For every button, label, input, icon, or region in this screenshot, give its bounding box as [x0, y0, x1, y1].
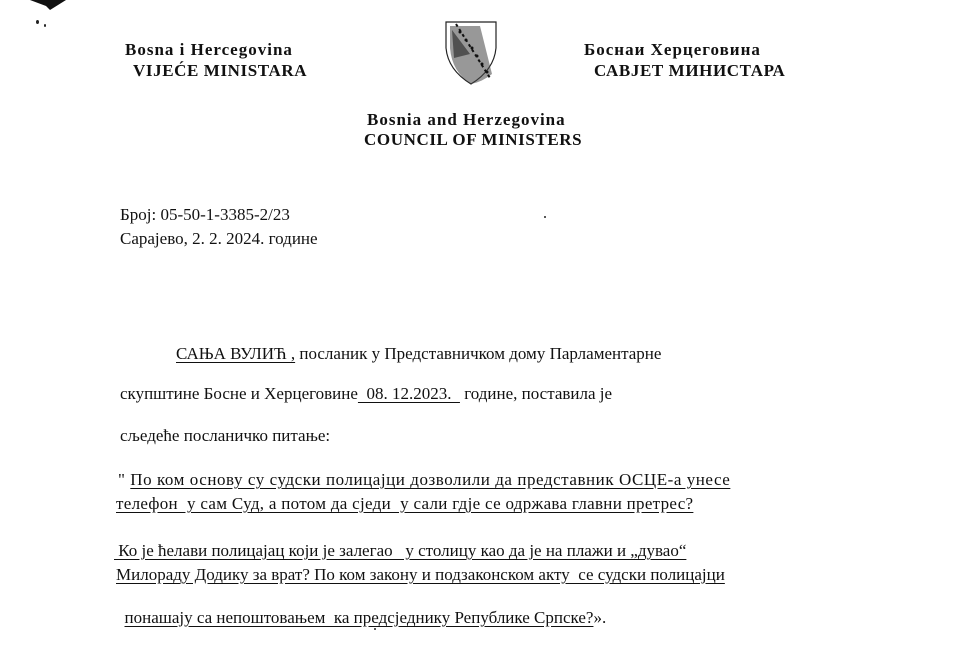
- body-line-1-rest: посланик у Представничком дому Парламентарне: [295, 344, 662, 363]
- question-2-line-2: Милораду Додику за врат? По ком закону и подзаконском акту се судски полицајци: [116, 565, 725, 584]
- reference-number: Број: 05-50-1-3385-2/23: [120, 205, 290, 224]
- body-line-1: [176, 344, 661, 364]
- body-line-2-start: скупштине Босне и Херцеговине: [120, 384, 358, 403]
- question-date: 08. 12.2023.: [357, 384, 460, 403]
- question-1-line-2: телефон у сам Суд, а потом да сједи у сали гдје се одржава главни претрес?: [116, 494, 694, 513]
- reference-place-date: Сарајево, 2. 2. 2024. године: [120, 229, 318, 248]
- question-2-line-3: [116, 588, 606, 628]
- question-1-line-1: [118, 470, 730, 490]
- scan-speck: [544, 216, 546, 218]
- header-right-line2: САВЈЕТ МИНИСТАРА: [594, 61, 786, 80]
- header-left-line1: Bosna i Hercegovina: [125, 40, 293, 59]
- corner-mark: [28, 0, 68, 18]
- quote-close: ».: [593, 608, 607, 627]
- header-center-line2: COUNCIL OF MINISTERS: [364, 130, 583, 149]
- scan-speck: [374, 628, 376, 630]
- scan-speck: [36, 20, 39, 24]
- coat-of-arms-icon: [440, 18, 502, 88]
- header-right-line1: Боснаи Херцеговина: [584, 40, 761, 59]
- quote-open: ": [118, 470, 131, 489]
- question-2-text-c: понашају са непоштовањем ка предсједнику Републике Српске?: [124, 608, 594, 627]
- header-center-line1: Bosnia and Herzegovina: [367, 110, 566, 129]
- body-line-2: [120, 384, 612, 404]
- body-line-2-end: године, поставила је: [459, 384, 613, 403]
- scan-speck: [44, 24, 46, 27]
- header-left-line2: VIJEĆE MINISTARA: [133, 61, 308, 80]
- question-2-line-1: Ко је ћелави полицајац који је залегао у столицу као да је на плажи и „дувао“: [114, 541, 687, 560]
- question-1-text-a: По ком основу су судски полицајци дозволили да представник ОСЦЕ-а унесе: [130, 470, 731, 489]
- member-name: САЊА ВУЛИЋ ,: [176, 344, 296, 363]
- body-line-3: сљедеће посланичко питање:: [120, 426, 331, 445]
